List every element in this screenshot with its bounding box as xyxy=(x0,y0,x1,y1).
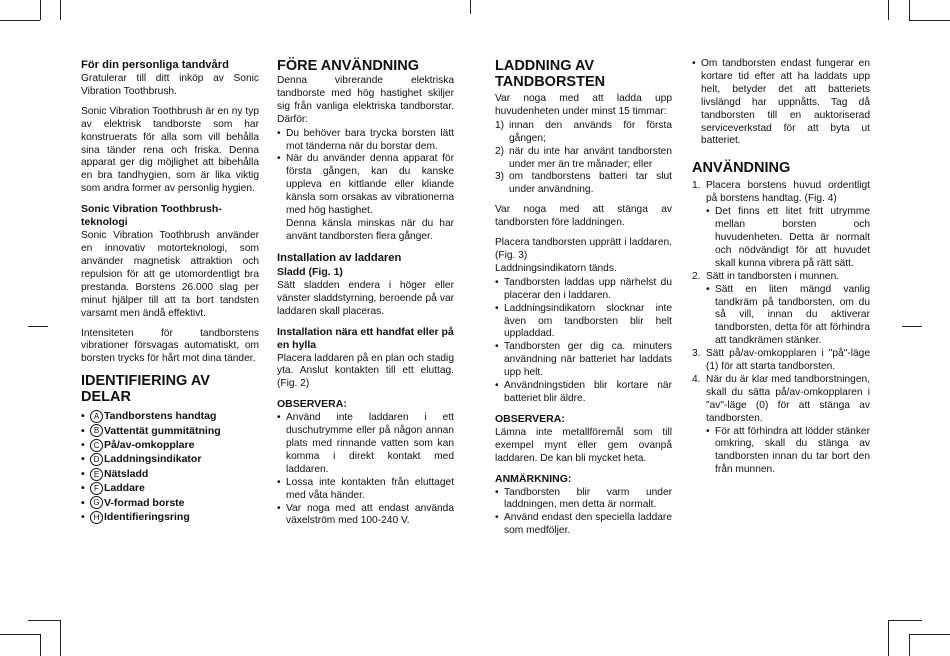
bullet-list xyxy=(495,487,672,539)
crop-mark xyxy=(909,0,910,20)
parts-list xyxy=(81,409,259,524)
list-item: • Lossa inte kontakten från eluttaget med våta händer. xyxy=(277,477,454,503)
list-item: • Användningstiden blir kortare när batteriet blir äldre. xyxy=(495,380,672,406)
heading-charging: LADDNING AV TANDBORSTEN xyxy=(495,58,606,90)
heading-charger-install: Installation av laddaren xyxy=(277,251,402,264)
part-label: Tandborstens handtag xyxy=(104,410,217,423)
list-item-text: När du är klar med tandborstningen, skall du sätta på/av-omkopplaren i "av"-läge (0) för att stänga av tandborsten. xyxy=(706,373,870,424)
letter-circle: • D xyxy=(90,453,103,466)
part-label: Laddningsindikator xyxy=(104,453,202,466)
crop-mark xyxy=(28,326,48,327)
part-item xyxy=(81,496,259,510)
part-item xyxy=(81,510,259,524)
crop-mark xyxy=(902,326,922,327)
heading-personal-care: För din personliga tandvård xyxy=(81,59,229,71)
paragraph-text: Placera tandborsten upprätt i laddaren. (Fig. 3) xyxy=(495,237,672,261)
part-label: Identifieringsring xyxy=(104,511,190,524)
paragraph: Lämna inte metallföremål som till exempel mynt eller gem ovanpå laddaren. De kan bli mycket heta. xyxy=(495,426,672,464)
paragraph: Sätt sladden endera i höger eller vänster sladdstyrning, beroende på var laddaren skall placeras. xyxy=(277,279,454,317)
bullet-list xyxy=(277,128,454,244)
list-item: 3) om tandborstens batteri tar slut under användning. xyxy=(495,171,672,196)
heading-usage: ANVÄNDNING xyxy=(692,160,791,177)
crop-mark xyxy=(0,20,40,21)
list-item: • Tandborsten blir varm under laddningen, men detta är normalt. xyxy=(495,487,672,513)
heading-sonic-technology: Sonic Vibration Toothbrush-teknologi xyxy=(81,203,222,229)
column-3 xyxy=(495,58,672,545)
part-label: På/av-omkopplare xyxy=(104,439,195,452)
crop-mark xyxy=(60,0,61,20)
column-1 xyxy=(81,58,259,524)
list-item: • Om tandborsten endast fungerar en kortare tid efter att ha laddats upp helt, betyder det att batteriets livslängd har uppnåtts. Tag då tandborsten till en auktoriserad serviceverkstad för att byta ut batteriet. xyxy=(692,58,870,148)
bullet-list xyxy=(692,58,870,148)
part-label: V-formad borste xyxy=(104,496,185,509)
paragraph: Gratulerar till ditt inköp av Sonic Vibration Toothbrush. xyxy=(81,73,259,97)
part-item xyxy=(81,438,259,452)
list-item: • Laddningsindikatorn slocknar inte även om tandborsten blir helt uppladdad. xyxy=(495,303,672,342)
list-item: • Du behöver bara trycka borsten lätt mot tänderna när du borstar dem. xyxy=(277,128,454,154)
bullet-list xyxy=(277,412,454,528)
crop-mark xyxy=(909,634,950,635)
list-item: 1) innan den används för första gången; xyxy=(495,119,672,144)
part-item xyxy=(81,409,259,423)
list-item: 2) när du inte har använt tandborsten under mer än tre månader; eller xyxy=(495,145,672,170)
paragraph: Sonic Vibration Toothbrush är en ny typ av elektrisk tandborste som har konstruerats för alla som vill behålla sina tänder rena och friska. Denna apparat ger dig möjlighet att bibehålla en bra tandhygien, som är lika viktig som andra former av personlig hygien. xyxy=(81,105,259,195)
list-item xyxy=(277,153,454,243)
part-label: Vattentät gummitätning xyxy=(104,424,221,437)
bullet-list xyxy=(495,277,672,406)
list-item-text: Denna känsla minskas när du har använt tandborsten flera gånger. xyxy=(286,217,454,242)
paragraph: Placera laddaren på en plan och stadig yta. Anslut kontakten till ett eluttag. (Fig. 2) xyxy=(277,352,454,390)
letter-circle: • E xyxy=(90,468,103,481)
paragraph: Var noga med att stänga av tandborsten före laddningen. xyxy=(495,204,672,229)
heading-cord: Sladd (Fig. 1) xyxy=(277,265,343,278)
crop-mark xyxy=(40,0,41,20)
letter-circle: • A xyxy=(90,410,103,423)
list-item: • Sätt en liten mängd vanlig tandkräm på tandborsten, om du så vill, innan du aktiverar tandborsten, detta för att förhindra att tandkrämen stänker. xyxy=(706,284,870,349)
list-item-text: Sätt på/av-omkopplaren i "på"-läge (1) för att starta tandborsten. xyxy=(706,348,870,373)
crop-mark xyxy=(470,0,471,14)
crop-mark xyxy=(888,620,922,621)
list-item-text: Placera borstens huvud ordentligt på borstens handtag. (Fig. 4) xyxy=(706,180,870,205)
paragraph: Sonic Vibration Toothbrush använder en innovativ motorteknologi, som använder magnetisk attraktion och repulsion för att ge utomordentligt bra prestanda. Borstens 26.000 slag per minut hjälper till att ta bort tandsten varsamt men ändå effektivt. xyxy=(81,230,259,319)
sub-bullet-list xyxy=(706,426,870,478)
paragraph xyxy=(495,237,672,276)
list-item: 2. Sätt in tandborsten i munnen. • Sätt en liten mängd vanlig tandkräm på tandborsten, om du så vill, innan du aktiverar tandborsten, detta för att förhindra att tandkrämen stänker. xyxy=(692,271,870,348)
crop-mark xyxy=(909,20,950,21)
list-item-text: innan den används för första gången; xyxy=(509,119,672,144)
paragraph: Intensiteten för tandborstens vibrationer försvagas automatiskt, om borsten trycks för hårt mot dina tänder. xyxy=(81,327,259,365)
sub-bullet-list xyxy=(706,206,870,271)
letter-circle: • B xyxy=(90,424,103,437)
numbered-list xyxy=(495,120,672,197)
list-item: 1. Placera borstens huvud ordentligt på borstens handtag. (Fig. 4) • Det finns ett litet fritt utrymme mellan borsten och huvudenheten. Detta är normalt och nödvändigt för att huvudet skall kunna vibrera på rätt sätt. xyxy=(692,180,870,270)
part-label: Laddare xyxy=(104,482,145,495)
letter-circle: • G xyxy=(90,496,103,509)
letter-circle: • H xyxy=(90,511,103,524)
column-4 xyxy=(692,58,870,484)
numbered-list xyxy=(692,180,870,477)
list-item-text: Sätt in tandborsten i munnen. xyxy=(706,270,840,282)
paragraph-text: Laddningsindikatorn tänds. xyxy=(495,262,617,274)
heading-note: OBSERVERA: xyxy=(277,398,347,411)
part-item xyxy=(81,424,259,438)
list-item: 3. Sätt på/av-omkopplaren i "på"-läge (1) för att starta tandborsten. xyxy=(692,348,870,373)
list-item-text: om tandborstens batteri tar slut under användning. xyxy=(509,171,672,196)
crop-mark xyxy=(888,620,889,656)
crop-mark xyxy=(28,620,60,621)
heading-remark: ANMÄRKNING: xyxy=(495,472,572,485)
column-2 xyxy=(277,58,454,535)
letter-circle: • F xyxy=(90,482,103,495)
heading-before-use: FÖRE ANVÄNDNING xyxy=(277,58,420,74)
part-item xyxy=(81,467,259,481)
heading-parts-identification: IDENTIFIERING AV DELAR xyxy=(81,373,210,406)
crop-mark xyxy=(888,0,889,20)
list-item-text: när du inte har använt tandborsten under mer än tre månader; eller xyxy=(509,145,672,170)
paragraph: Var noga med att ladda upp huvudenheten under minst 15 timmar: xyxy=(495,93,672,117)
heading-note: OBSERVERA: xyxy=(495,412,565,425)
list-item: • Var noga med att endast använda växelström med 100-240 V. xyxy=(277,503,454,529)
crop-mark xyxy=(60,620,61,656)
part-label: Nätsladd xyxy=(104,467,149,480)
letter-circle: • C xyxy=(90,439,103,452)
part-item xyxy=(81,481,259,495)
list-item-text: När du använder denna apparat för första gången, kan du kanske uppleva en kittlande eller kliande känsla som orsakas av vibrationerna med hög hastighet. xyxy=(286,153,454,217)
part-item xyxy=(81,452,259,466)
list-item: • Använd endast den speciella laddare som medföljer. xyxy=(495,512,672,538)
heading-install-near-sink: Installation nära ett handfat eller på en hylla xyxy=(277,325,454,351)
crop-mark xyxy=(0,634,40,635)
list-item: • För att förhindra att lödder stänker omkring, skall du stänga av tandborsten innan du tar bort den från munnen. xyxy=(706,426,870,478)
crop-mark xyxy=(40,634,41,656)
list-item: 4. När du är klar med tandborstningen, skall du sätta på/av-omkopplaren i "av"-läge (0) för att stänga av tandborsten. • För att förhindra att lödder stänker omkring, skall du stänga av tandborsten innan du tar bort den från munnen. xyxy=(692,374,870,477)
list-item: • Tandborsten laddas upp närhelst du placerar den i laddaren. xyxy=(495,277,672,303)
list-item: • Det finns ett litet fritt utrymme mellan borsten och huvudenheten. Detta är normalt och nödvändigt för att huvudet skall kunna vibrera på rätt sätt. xyxy=(706,206,870,271)
paragraph: Denna vibrerande elektriska tandborste med hög hastighet skiljer sig från vanliga elektriska tandborstar. Därför: xyxy=(277,75,454,125)
crop-mark xyxy=(909,634,910,656)
list-item: • Använd inte laddaren i ett duschutrymme eller på någon annan plats med rinnande vatten som kan komma i direkt kontakt med laddaren. xyxy=(277,412,454,477)
sub-bullet-list xyxy=(706,284,870,349)
list-item: • Tandborsten ger dig ca. minuters användning när batteriet har laddats upp helt. xyxy=(495,341,672,380)
